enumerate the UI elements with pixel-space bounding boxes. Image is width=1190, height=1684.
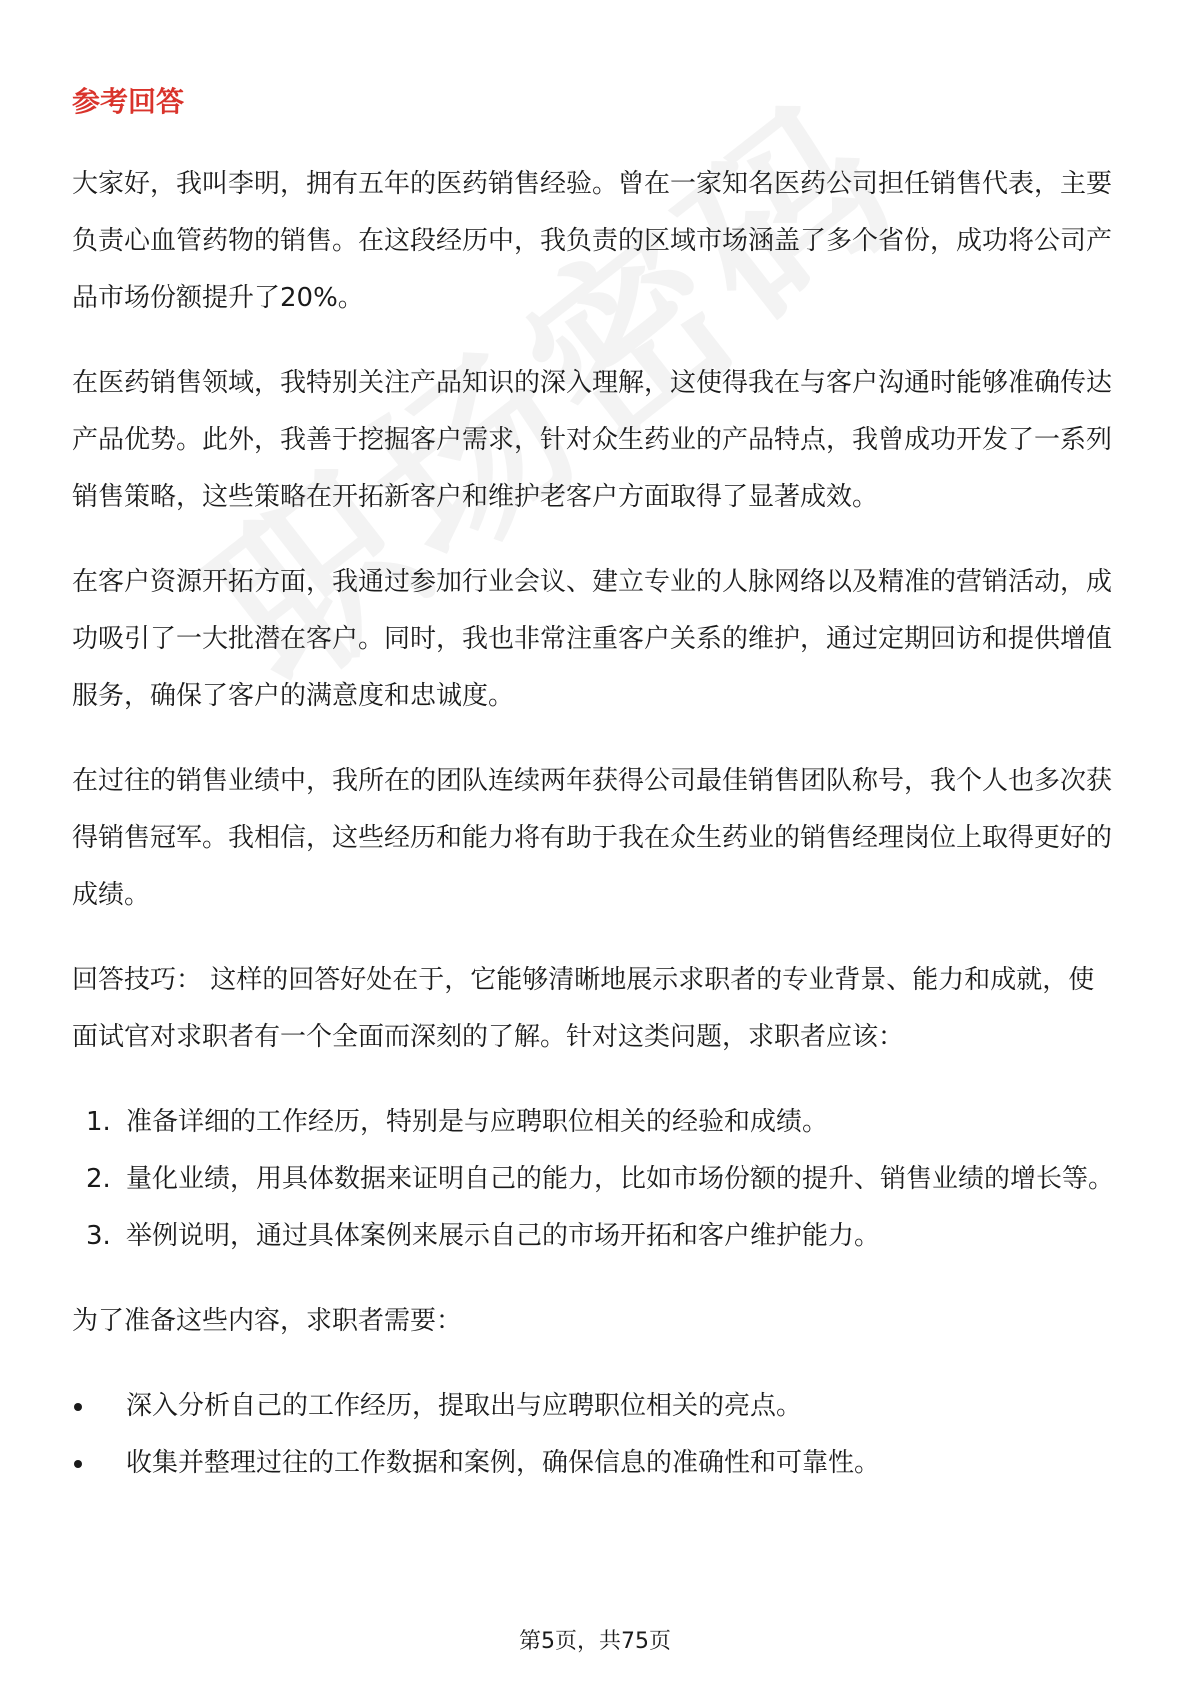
page-content — [72, 78, 1118, 1492]
bullet-icon — [74, 1403, 82, 1411]
list-number: 1. — [86, 1107, 111, 1137]
answer-paragraph-4: 在过往的销售业绩中，我所在的团队连续两年获得公司最佳销售团队称号，我个人也多次获得销售冠军。我相信，这些经历和能力将有助于我在众生药业的销售经理岗位上取得更好的成绩。 — [72, 766, 1113, 910]
list-number: 2. — [86, 1164, 111, 1194]
list-item-text: 深入分析自己的工作经历，提取出与应聘职位相关的亮点。 — [126, 1391, 803, 1421]
list-item — [72, 1094, 1118, 1151]
answer-paragraph-2: 在医药销售领域，我特别关注产品知识的深入理解，这使得我在与客户沟通时能够准确传达产品优势。此外，我善于挖掘客户需求，针对众生药业的产品特点，我曾成功开发了一系列销售策略，这些策略在开拓新客户和维护老客户方面取得了显著成效。 — [72, 368, 1113, 512]
list-item-text: 收集并整理过往的工作数据和案例，确保信息的准确性和可靠性。 — [126, 1448, 881, 1478]
list-item-text: 量化业绩，用具体数据来证明自己的能力，比如市场份额的提升、销售业绩的增长等。 — [126, 1164, 1115, 1194]
list-item — [72, 1208, 1118, 1265]
page-footer: 第5页，共75页 — [519, 1629, 671, 1654]
section-heading: 参考回答 — [72, 85, 185, 118]
answer-paragraph-1: 大家好，我叫李明，拥有五年的医药销售经验。曾在一家知名医药公司担任销售代表，主要负责心血管药物的销售。在这段经历中，我负责的区域市场涵盖了多个省份，成功将公司产品市场份额提升了20%。 — [72, 169, 1113, 313]
list-item-text: 举例说明，通过具体案例来展示自己的市场开拓和客户维护能力。 — [126, 1221, 881, 1251]
prep-bullet-list — [72, 1378, 1118, 1492]
list-item — [72, 1151, 1118, 1208]
bullet-icon — [74, 1460, 82, 1468]
answer-paragraph-3: 在客户资源开拓方面，我通过参加行业会议、建立专业的人脉网络以及精准的营销活动，成功吸引了一大批潜在客户。同时，我也非常注重客户关系的维护，通过定期回访和提供增值服务，确保了客户的满意度和忠诚度。 — [72, 567, 1113, 711]
prep-intro: 为了准备这些内容，求职者需要： — [72, 1306, 463, 1336]
list-item-text: 准备详细的工作经历，特别是与应聘职位相关的经验和成绩。 — [126, 1107, 829, 1137]
list-item — [72, 1435, 1118, 1492]
list-item — [72, 1378, 1118, 1435]
tips-paragraph: 回答技巧： 这样的回答好处在于，它能够清晰地展示求职者的专业背景、能力和成就，使面试官对求职者有一个全面而深刻的了解。针对这类问题，求职者应该： — [72, 965, 1095, 1052]
tips-ordered-list — [72, 1094, 1118, 1265]
list-number: 3. — [86, 1221, 111, 1251]
